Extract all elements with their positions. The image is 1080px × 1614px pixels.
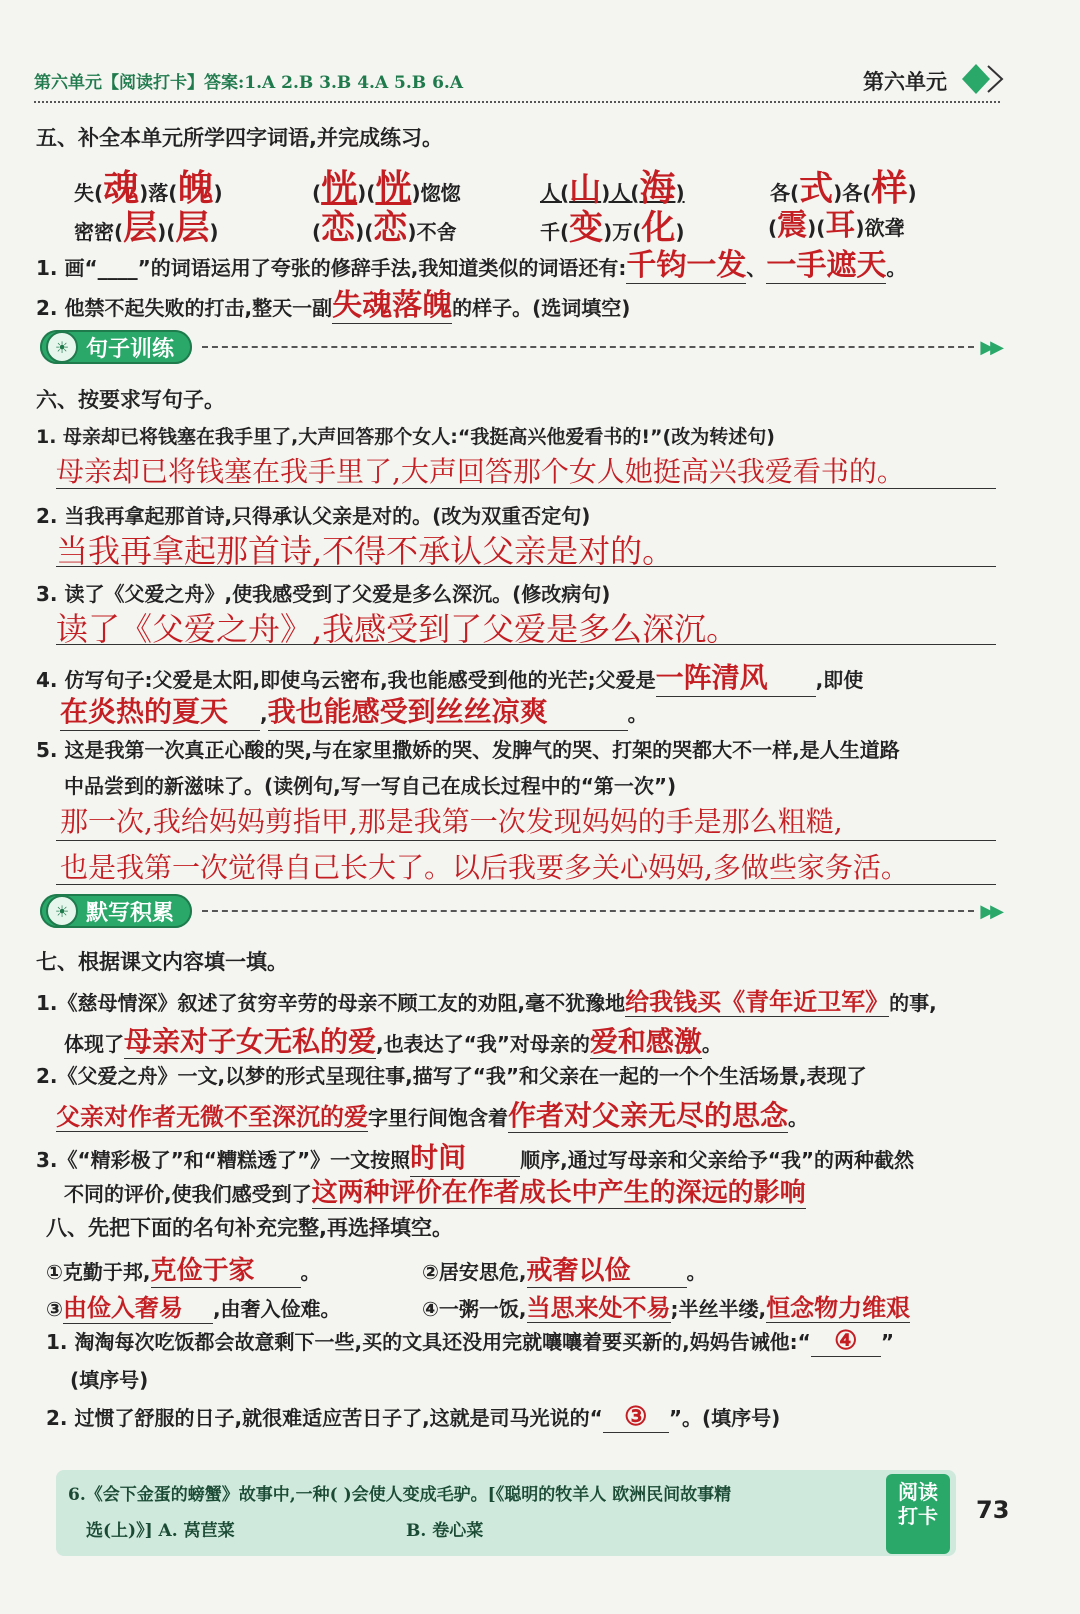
hw-answer: 恍 <box>321 167 358 209</box>
answer-line <box>56 644 996 645</box>
proverb-text: ②居安思危, <box>422 1260 527 1284</box>
sec7-q1-line2 <box>64 1020 722 1060</box>
hw-answer: 式 <box>799 169 834 209</box>
question-text: 1. 淘淘每次吃饭都会故意剩下一些,买的文具还没用完就嚷嚷着要买新的,妈妈告诫他:“ <box>46 1330 811 1354</box>
word-text: ) <box>209 220 219 244</box>
word-text: ( <box>312 181 322 205</box>
word-text: ( <box>312 220 322 244</box>
answer-line <box>56 884 996 885</box>
hw-answer: 震 <box>777 208 808 243</box>
word-text: )( <box>807 216 826 240</box>
proverb-text: ③ <box>46 1297 63 1321</box>
word-text: 密密( <box>74 220 124 244</box>
footer-line2b: B. 卷心菜 <box>406 1521 484 1541</box>
banner-pill <box>40 330 192 364</box>
word-text: ( <box>768 216 778 240</box>
page-number: 73 <box>976 1496 1010 1524</box>
hw-answer: 时间 <box>410 1136 520 1177</box>
sec6-a1: 母亲却已将钱塞在我手里了,大声回答那个女人她挺高兴我爱看书的。 <box>56 455 905 488</box>
double-arrow-icon: ▶▶ <box>980 336 1000 358</box>
footer-line1: 6.《会下金蛋的螃蟹》故事中,一种( )会使人变成毛驴。[《聪明的牧羊人 欧洲民间故事精 <box>68 1485 732 1505</box>
sec7-q2-line1: 2.《父爱之舟》一文,以梦的形式呈现往事,描写了“我”和父亲在一起的一个个生活场景,表现了 <box>36 1064 867 1088</box>
question-text: , <box>260 702 268 726</box>
lightbulb-icon: ☀ <box>46 895 78 927</box>
question-text: 。 <box>886 256 907 280</box>
word-text: 各( <box>770 181 800 205</box>
question-text: 。 <box>627 702 648 726</box>
hw-answer: 母亲对子女无私的爱 <box>124 1025 377 1058</box>
word-text: ) <box>907 181 917 205</box>
hw-answer: 魄 <box>177 167 214 209</box>
sec7-title: 七、根据课文内容填一填。 <box>36 950 288 974</box>
proverb-3 <box>46 1288 341 1324</box>
hw-answer: 一阵清风 <box>656 656 816 697</box>
hw-answer: 千钧一发 <box>626 248 747 283</box>
sec8-q1-note: (填序号) <box>70 1368 149 1392</box>
hw-answer: 样 <box>871 167 908 209</box>
proverb-text: 。 <box>686 1260 707 1284</box>
proverb-text: ①克勤于邦, <box>46 1260 151 1284</box>
sec6-q1: 1. 母亲却已将钱塞在我手里了,大声回答那个女人:“我挺高兴他爱看书的!”(改为转述句) <box>36 426 775 448</box>
sec6-a2: 当我再拿起那首诗,不得不承认父亲是对的。 <box>56 532 675 570</box>
footer-line2a: 选(上)》] A. 莴苣菜 <box>86 1521 235 1541</box>
hw-answer: 海 <box>639 167 676 209</box>
hw-answer: 失魂落魄 <box>332 288 453 323</box>
sec7-q3-line1 <box>36 1136 914 1177</box>
sec6-q5-line2: 中品尝到的新滋味了。(读例句,写一写自己在成长过程中的“第一次”) <box>64 774 677 798</box>
word-item <box>768 200 905 244</box>
question-text: 不同的评价,使我们感受到了 <box>64 1182 312 1206</box>
hw-answer: 克俭于家 <box>151 1250 301 1288</box>
diamond-icon <box>962 62 992 92</box>
sec8-q1 <box>46 1326 894 1357</box>
hw-answer: ③ <box>603 1402 669 1433</box>
question-text: 的事, <box>889 991 937 1015</box>
answer-line <box>56 840 996 841</box>
question-text: 1.《慈母情深》叙述了贫穷辛劳的母亲不顾工友的劝阻,毫不犹豫地 <box>36 991 626 1015</box>
double-arrow-icon: ▶▶ <box>980 900 1000 922</box>
sec8-q2 <box>46 1402 780 1433</box>
sec6-q2: 2. 当我再拿起那首诗,只得承认父亲是对的。(改为双重否定句) <box>36 504 591 528</box>
hw-answer: 恍 <box>375 167 412 209</box>
question-text: 1. 画“____”的词语运用了夸张的修辞手法,我知道类似的词语还有: <box>36 256 627 280</box>
word-text: ) <box>675 181 685 205</box>
hw-answer: 恋 <box>373 208 408 248</box>
hw-answer: 由俭入奢易 <box>63 1288 213 1324</box>
banner-pill <box>40 894 192 928</box>
sec8-title: 八、先把下面的名句补充完整,再选择填空。 <box>46 1216 453 1240</box>
sec6-a5-line1: 那一次,我给妈妈剪指甲,那是我第一次发现妈妈的手是那么粗糙, <box>60 805 843 838</box>
question-text: 2. 过惯了舒服的日子,就很难适应苦日子了,这就是司马光说的“ <box>46 1406 603 1430</box>
hw-answer: 在炎热的夏天 <box>60 690 260 731</box>
question-text: 。 <box>701 1032 722 1056</box>
hw-answer: 给我钱买《青年近卫军》 <box>625 987 890 1016</box>
word-text: )落( <box>139 181 178 205</box>
proverb-text: ;半丝半缕, <box>670 1297 767 1321</box>
proverb-text: ,由奢入俭难。 <box>212 1297 341 1321</box>
banner-title: 句子训练 <box>86 336 175 362</box>
proverb-1 <box>46 1250 321 1288</box>
hw-answer: 魂 <box>103 167 140 209</box>
sec7-q1-line1 <box>36 982 937 1017</box>
answer-line <box>56 566 996 567</box>
hw-answer: 爱和感激 <box>589 1025 702 1058</box>
sec6-q3: 3. 读了《父爱之舟》,使我感受到了父爱是多么深沉。(修改病句) <box>36 582 611 606</box>
question-text: 字里行间饱含着 <box>368 1106 508 1130</box>
proverb-text: 。 <box>300 1260 321 1284</box>
question-text: ,即使 <box>815 668 864 692</box>
tag-line: 阅读 <box>898 1480 938 1504</box>
header-answer-line: 第六单元【阅读打卡】答案:1.A 2.B 3.B 4.A 5.B 6.A <box>34 73 464 93</box>
word-text: )( <box>157 220 176 244</box>
answer-line <box>56 488 996 489</box>
word-text: )( <box>355 220 374 244</box>
dashed-divider <box>202 346 974 348</box>
question-text: 的样子。(选词填空) <box>452 296 631 320</box>
question-text: 。 <box>788 1106 809 1130</box>
hw-answer: 层 <box>123 208 158 248</box>
word-text: )各( <box>833 181 872 205</box>
word-text: )惚惚 <box>411 181 461 205</box>
question-text: 3.《“精彩极了”和“糟糕透了”》一文按照 <box>36 1148 411 1172</box>
question-text: ”。(填序号) <box>668 1406 781 1430</box>
word-text: )欲聋 <box>855 216 905 240</box>
hw-answer: 耳 <box>825 208 856 243</box>
word-text: )万( <box>603 220 642 244</box>
sec5-q2 <box>36 280 630 324</box>
question-text: ” <box>880 1330 894 1354</box>
word-text: )( <box>357 181 376 205</box>
hw-answer: 作者对父亲无尽的思念 <box>508 1099 789 1132</box>
question-text: 2. 他禁不起失败的打击,整天一副 <box>36 296 333 320</box>
reading-card-tag <box>886 1474 950 1554</box>
question-text: ,也表达了“我”对母亲的 <box>376 1032 590 1056</box>
word-text: )人( <box>601 181 640 205</box>
sec6-title: 六、按要求写句子。 <box>36 388 225 412</box>
sec7-q2-line2 <box>56 1094 808 1134</box>
sec5-q1 <box>36 240 906 284</box>
word-text: 失( <box>74 181 104 205</box>
hw-answer: ④ <box>811 1326 881 1357</box>
banner-sentence-training <box>40 330 1000 364</box>
word-text: 千( <box>540 220 570 244</box>
hw-answer: 化 <box>641 208 676 248</box>
header-dotted-rule <box>34 101 1000 103</box>
sec6-q5-line1: 5. 这是我第一次真正心酸的哭,与在家里撒娇的哭、发脾气的哭、打架的哭都大不一样,是人生道路 <box>36 738 900 762</box>
proverb-text: ④一粥一饭, <box>422 1297 527 1321</box>
hw-answer: 我也能感受到丝丝凉爽 <box>268 690 628 731</box>
hw-answer: 变 <box>569 208 604 248</box>
sec6-a3: 读了《父爱之舟》,我感受到了父爱是多么深沉。 <box>56 610 739 648</box>
question-text: 4. 仿写句子:父爱是太阳,即使乌云密布,我也能感受到他的光芒;父爱是 <box>36 668 656 692</box>
question-text: 体现了 <box>64 1032 124 1056</box>
hw-answer: 恒念物力维艰 <box>766 1293 911 1322</box>
question-text: 顺序,通过写母亲和父亲给予“我”的两种截然 <box>520 1148 914 1172</box>
sec6-q4-line2 <box>60 690 648 731</box>
hw-answer: 这两种评价在作者成长中产生的深远的影响 <box>311 1178 806 1208</box>
banner-dictation <box>40 894 1000 928</box>
hw-answer: 一手遮天 <box>766 248 887 283</box>
hw-answer: 恋 <box>321 208 356 248</box>
question-text: 、 <box>746 256 767 280</box>
word-text: 人( <box>540 181 570 205</box>
unit-label: 第六单元 <box>863 70 947 94</box>
word-text: ) <box>675 220 685 244</box>
dashed-divider <box>202 910 974 912</box>
proverb-4 <box>422 1288 910 1323</box>
hw-answer: 戒奢以俭 <box>527 1250 687 1288</box>
reading-card-box <box>56 1470 956 1556</box>
tag-line: 打卡 <box>898 1504 938 1528</box>
banner-title: 默写积累 <box>86 900 175 926</box>
sec7-q3-line2 <box>64 1172 806 1209</box>
hw-answer: 当思来处不易 <box>526 1293 671 1322</box>
sec6-a5-line2: 也是我第一次觉得自己长大了。以后我要多关心妈妈,多做些家务活。 <box>60 851 909 884</box>
proverb-2 <box>422 1250 707 1288</box>
word-text: )不舍 <box>407 220 457 244</box>
hw-answer: 层 <box>175 208 210 248</box>
hw-answer: 父亲对作者无微不至深沉的爱 <box>56 1102 368 1131</box>
sec5-title: 五、补全本单元所学四字词语,并完成练习。 <box>36 126 443 150</box>
hw-answer: 山 <box>569 170 602 208</box>
lightbulb-icon: ☀ <box>46 331 78 363</box>
word-text: ) <box>213 181 223 205</box>
